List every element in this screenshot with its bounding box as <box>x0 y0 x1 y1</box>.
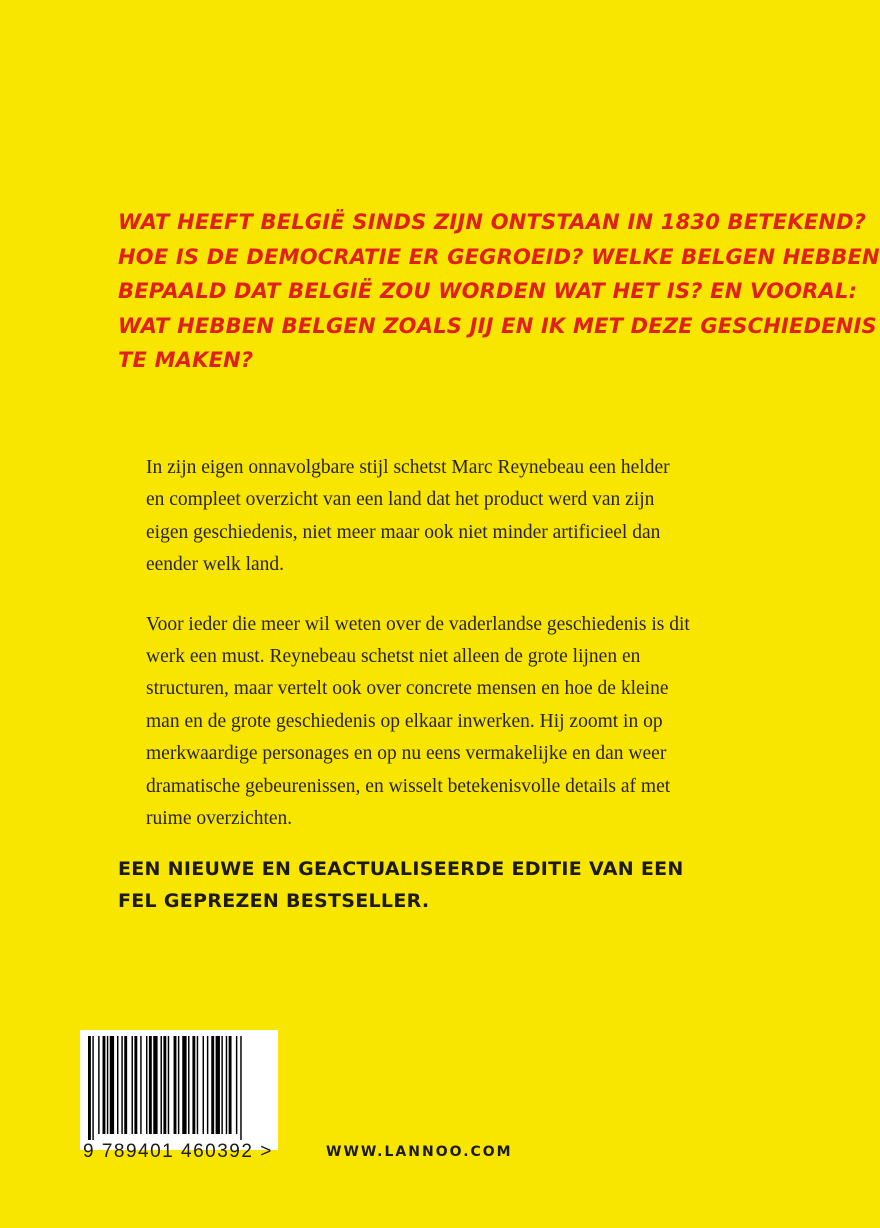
barcode-bar <box>153 1036 157 1134</box>
barcode-bar <box>146 1036 147 1134</box>
barcode-bars <box>88 1036 270 1140</box>
headline-line: HOE IS DE DEMOCRATIE ER GEGROEID? WELKE BELGEN HEBBEN <box>118 244 880 269</box>
barcode-bar <box>149 1036 152 1134</box>
barcode-bar <box>188 1036 189 1134</box>
blurb-body <box>146 452 746 835</box>
body-line: werk een must. Reynebeau schetst niet alleen de grote lijnen en <box>146 646 641 668</box>
barcode-bar <box>124 1036 127 1134</box>
barcode-bar <box>240 1036 241 1140</box>
tagline-line: EEN NIEUWE EN GEACTUALISEERDE EDITIE VAN EEN <box>118 858 684 880</box>
barcode-bar <box>117 1036 118 1134</box>
barcode-bar <box>168 1036 169 1134</box>
headline-line: TE MAKEN? <box>118 348 254 372</box>
barcode-bar <box>207 1036 208 1134</box>
barcode-bar <box>140 1036 141 1134</box>
barcode-bar <box>226 1036 227 1134</box>
edition-tagline <box>118 853 738 917</box>
body-line: en compleet overzicht van een land dat het product werd van zijn <box>146 489 655 511</box>
barcode-bar <box>203 1036 204 1134</box>
barcode-bar <box>221 1036 222 1134</box>
barcode-bar <box>192 1036 195 1134</box>
barcode-bar <box>178 1036 179 1134</box>
body-line: man en de grote geschiedenis op elkaar inwerken. Hij zoomt in op <box>146 710 663 732</box>
barcode-bar <box>98 1036 99 1134</box>
blurb-paragraph-2 <box>146 609 746 836</box>
headline-questions <box>118 205 880 378</box>
body-line: eigen geschiedenis, niet meer maar ook niet minder artificieel dan <box>146 521 661 543</box>
headline-line: WAT HEBBEN BELGEN ZOALS JIJ EN IK MET DEZE GESCHIEDENIS <box>118 313 877 338</box>
barcode-bar <box>163 1036 166 1134</box>
body-line: ruime overzichten. <box>146 808 293 830</box>
barcode-bar <box>229 1036 232 1134</box>
tagline-line: FEL GEPREZEN BESTSELLER. <box>118 890 430 912</box>
isbn-number: 9 789401 460392 > <box>83 1141 273 1162</box>
barcode-bar <box>174 1036 177 1134</box>
barcode-bar <box>161 1036 162 1134</box>
body-line: dramatische gebeurenissen, en wisselt betekenisvolle details af met <box>146 775 671 797</box>
blurb-paragraph-1 <box>146 452 746 582</box>
publisher-website: WWW.LANNOO.COM <box>326 1144 513 1160</box>
barcode-bar <box>121 1036 122 1134</box>
barcode-bar <box>107 1036 108 1134</box>
body-line: structuren, maar vertelt ook over concrete mensen en hoe de kleine <box>146 678 669 700</box>
body-line: In zijn eigen onnavolgbare stijl schetst Marc Reynebeau een helder <box>146 457 670 478</box>
barcode-bar <box>134 1036 137 1134</box>
barcode-bar <box>92 1036 93 1140</box>
body-line: merkwaardige personages en op nu eens vermakelijke en dan weer <box>146 743 667 765</box>
barcode-bar <box>110 1036 114 1134</box>
isbn-barcode <box>80 1030 278 1150</box>
barcode-bar <box>197 1036 198 1134</box>
headline-line: BEPAALD DAT BELGIË ZOU WORDEN WAT HET IS? EN VOORAL: <box>118 279 858 303</box>
headline-line: WAT HEEFT BELGIË SINDS ZIJN ONTSTAAN IN 1830 BETEKEND? <box>118 210 867 234</box>
barcode-bar <box>132 1036 133 1134</box>
barcode-bar <box>216 1036 220 1134</box>
barcode-bar <box>211 1036 214 1134</box>
body-line: eender welk land. <box>146 554 285 576</box>
barcode-bar <box>236 1036 237 1134</box>
body-line: Voor ieder die meer wil weten over de vaderlandse geschiedenis is dit <box>146 613 690 635</box>
barcode-bar <box>88 1036 91 1140</box>
barcode-bar <box>103 1036 106 1134</box>
barcode-bar <box>182 1036 186 1134</box>
